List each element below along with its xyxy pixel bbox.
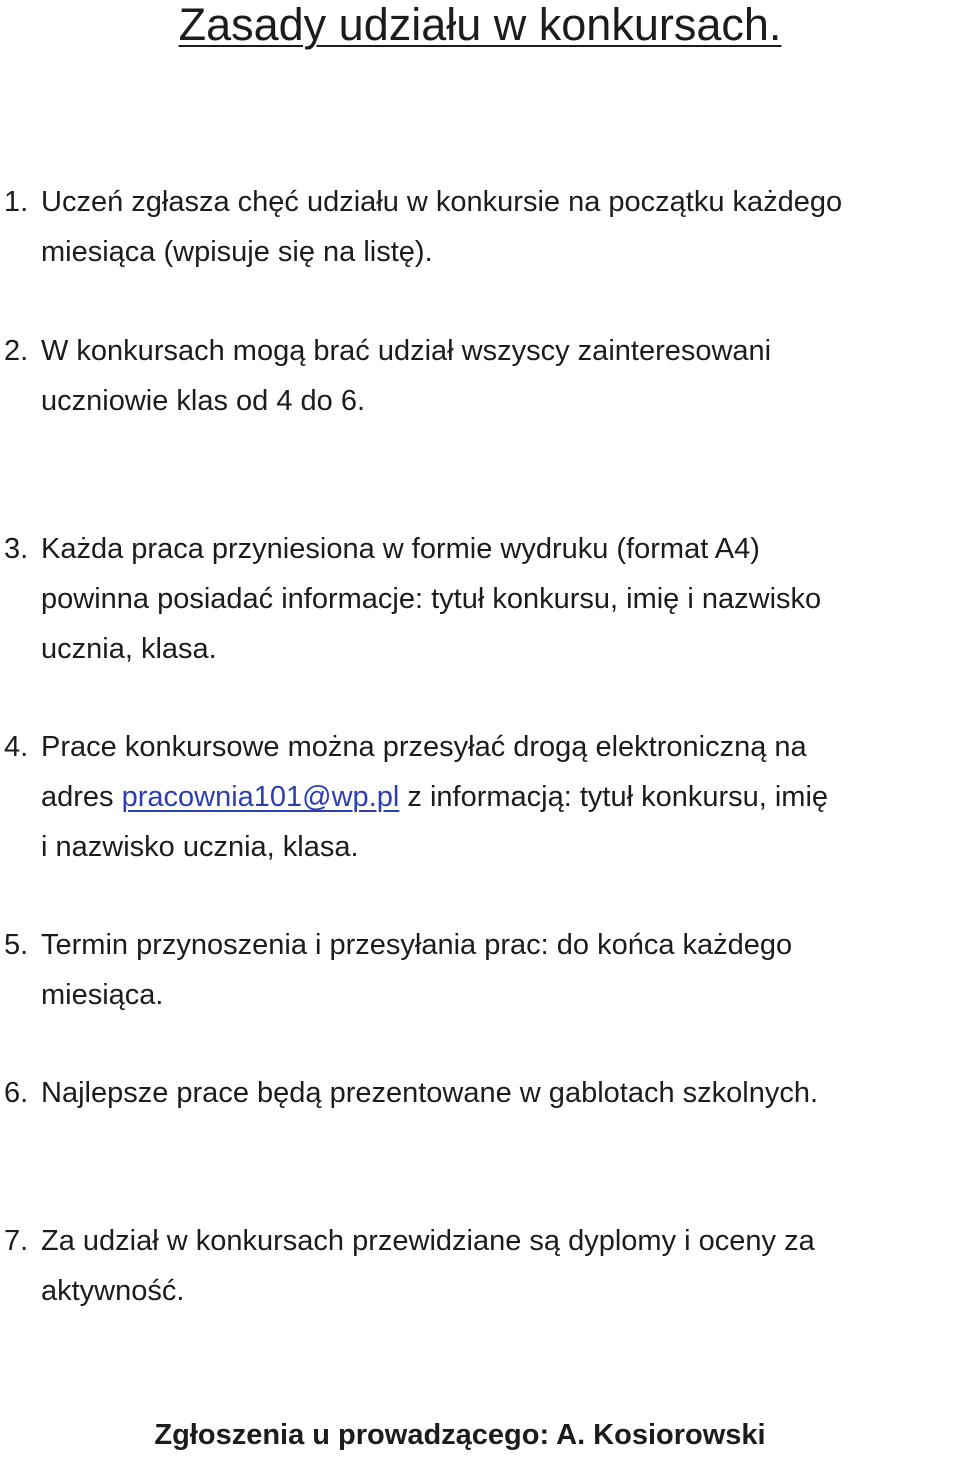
rule-number: 7. [4,1225,29,1257]
rule-number: 2. [4,335,29,367]
rule-text [41,722,957,872]
rule-text [41,326,957,426]
rule-line: ucznia, klasa. [41,633,217,665]
rule-line: Uczeń zgłasza chęć udziału w konkursie na początku każdego [41,186,843,218]
rule-line: Każda praca przyniesiona w formie wydruku (format A4) [41,533,760,565]
rule-line: Termin przynoszenia i przesyłania prac: do końca każdego [41,929,793,961]
page-title: Zasady udziału w konkursach. [178,0,782,50]
rule-line: i nazwisko ucznia, klasa. [41,831,359,863]
rule-text [41,1068,957,1118]
rule-line: Najlepsze prace będą prezentowane w gablotach szkolnych. [41,1077,819,1109]
rule-number: 6. [4,1077,29,1109]
rule-line: Prace konkursowe można przesyłać drogą elektroniczną na [41,731,807,763]
email-link[interactable]: pracownia101@wp.pl [121,781,400,813]
rule-line: miesiąca (wpisuje się na listę). [41,236,433,268]
rule-line-prefix: adres [41,781,122,813]
rule-line: miesiąca. [41,979,164,1011]
rule-line: Za udział w konkursach przewidziane są dyplomy i oceny za [41,1225,815,1257]
rule-text [41,1216,957,1316]
rule-line: powinna posiadać informacje: tytuł konkursu, imię i nazwisko [41,583,822,615]
rule-number: 4. [4,731,29,763]
rule-line: aktywność. [41,1275,185,1307]
rule-number: 5. [4,929,29,961]
rule-text [41,177,957,277]
footer-note: Zgłoszenia u prowadzącego: A. Kosiorowski [154,1419,766,1451]
rule-line [41,772,957,822]
rule-number: 3. [4,533,29,565]
rule-line: uczniowie klas od 4 do 6. [41,385,366,417]
rule-number: 1. [4,186,29,218]
rule-line: W konkursach mogą brać udział wszyscy zainteresowani [41,335,772,367]
rule-text [41,524,957,674]
rule-line-suffix: z informacją: tytuł konkursu, imię [399,781,829,813]
rule-text [41,920,957,1020]
